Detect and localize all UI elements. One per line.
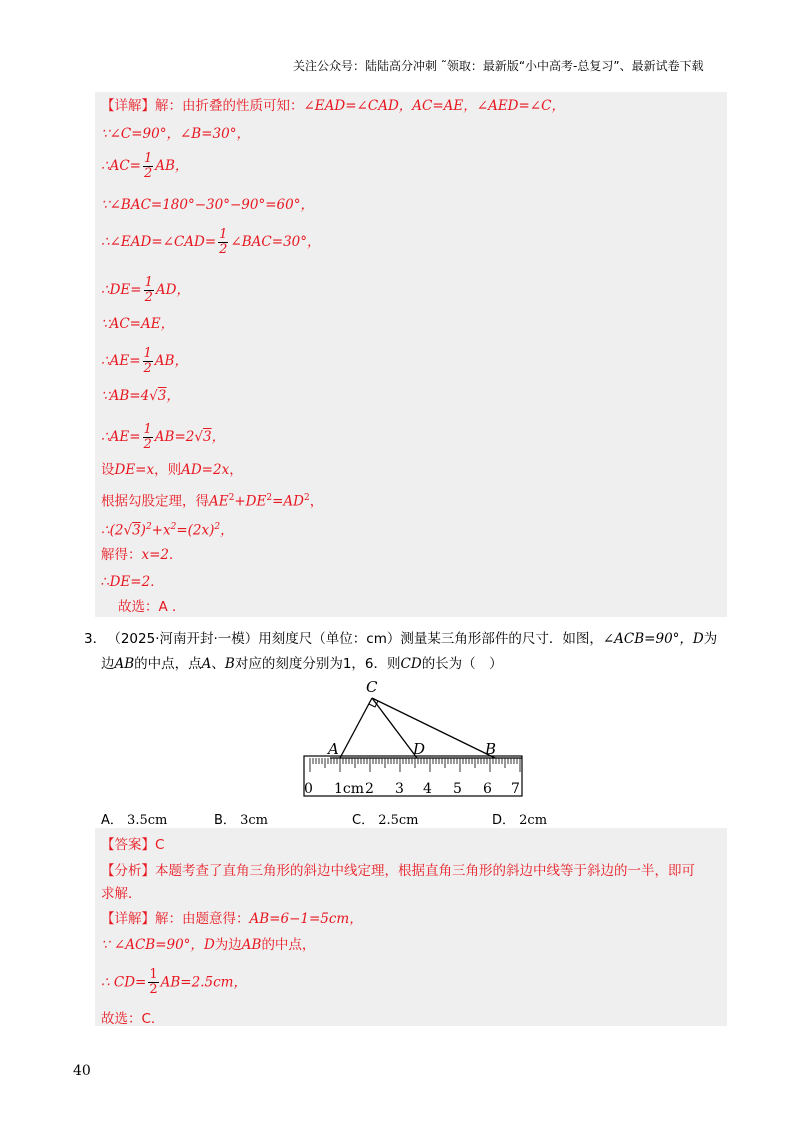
final-choice: 故选：C． xyxy=(101,1011,165,1027)
fraction-half: $\frac{1}{2}$ xyxy=(219,227,228,257)
ruler-number: 6 xyxy=(483,781,492,797)
option-d: D． 2cm xyxy=(492,813,548,828)
fraction-half: $\frac{1}{2}$ xyxy=(143,151,153,181)
equation-line: ∴∠EAD=∠CAD= $\frac{1}{2}$ ∠BAC=30°， xyxy=(101,227,321,257)
final-choice: 故选：A ． xyxy=(118,599,186,615)
ruler-number: 1cm xyxy=(334,781,365,797)
equation: ∠EAD=∠CAD，AC=AE，∠AED=∠C， xyxy=(303,98,565,114)
detail-tag: 【详解】 xyxy=(101,98,155,114)
segment-CB xyxy=(372,698,495,758)
ruler-number: 0 xyxy=(304,781,313,797)
question-line-2: 边AB的中点，点A、B对应的刻度分别为1，6．则CD的长为（ ） xyxy=(101,656,503,672)
ruler-number: 5 xyxy=(453,781,462,797)
detail-line-1: 【详解】解：由题意得：AB=6−1=5cm， xyxy=(101,911,363,927)
equation-line: ∴DE= $\frac{1}{2}$ AD， xyxy=(101,275,190,305)
ruler-number: 7 xyxy=(511,781,520,797)
fraction-half: $\frac{1}{2}$ xyxy=(144,275,153,305)
equation-line: ∵∠C=90°，∠B=30°， xyxy=(101,126,250,142)
answer-line: 【答案】C xyxy=(101,837,165,853)
vertex-label-D: D xyxy=(413,740,426,758)
equation-line: ∵AB=4√3， xyxy=(101,388,180,404)
equation-line: 设DE=x，则AD=2x， xyxy=(101,462,243,478)
ruler-number: 3 xyxy=(395,781,404,797)
fraction-half: $\frac{1}{2}$ xyxy=(149,967,158,997)
analysis-line-2: 求解． xyxy=(101,886,142,902)
detail-line-3: ∴ CD= $\frac{1}{2}$ AB=2.5cm， xyxy=(101,967,247,997)
page-number: 40 xyxy=(73,1063,91,1079)
equation-line: 根据勾股定理，得$AE^2+DE^2=AD^2$， xyxy=(101,493,324,510)
equation-line: 解得：x=2． xyxy=(101,547,183,563)
triangle-ruler-figure xyxy=(300,676,530,800)
detail-line-2: ∵ ∠ACB=90°，D为边AB的中点， xyxy=(101,937,316,953)
equation-line: ∴AE= $\frac{1}{2}$ AB=2√3， xyxy=(101,422,226,452)
ruler-ticks xyxy=(310,758,520,772)
ruler-number: 4 xyxy=(423,781,432,797)
equation-line: ∴AC= $\frac{1}{2}$ AB， xyxy=(101,151,189,181)
vertex-label-C: C xyxy=(366,678,378,696)
sqrt-sign: √ xyxy=(149,388,158,404)
analysis-line-1: 【分析】本题考查了直角三角形的斜边中线定理，根据直角三角形的斜边中线等于斜边的一半，即可 xyxy=(101,863,695,879)
option-a: A． 3.5cm xyxy=(101,813,168,828)
equation-line: ∴DE=2． xyxy=(101,574,164,590)
fraction-half: $\frac{1}{2}$ xyxy=(143,422,152,452)
solution-intro-line xyxy=(101,97,565,115)
option-b: B． 3cm xyxy=(214,813,268,828)
segment-CA xyxy=(340,698,372,758)
question-number: 3． xyxy=(84,631,107,647)
detail-intro: 解：由折叠的性质可知： xyxy=(155,98,304,114)
vertex-label-A: A xyxy=(328,740,339,758)
equation-line: ∵∠BAC=180°−30°−90°=60°， xyxy=(101,197,314,213)
page-header: 关注公众号：陆陆高分冲刺 ˜领取：最新版“小中高考-总复习”、最新试卷下载 xyxy=(293,59,704,73)
equation-line: ∵AC=AE， xyxy=(101,316,175,332)
fraction-half: $\frac{1}{2}$ xyxy=(143,346,152,376)
equation-line: $\therefore(2√3)^2+x^2=(2x)^2$， xyxy=(101,522,234,539)
segment-CD xyxy=(372,698,417,758)
option-c: C． 2.5cm xyxy=(352,813,419,828)
equation-line: ∴AE= $\frac{1}{2}$ AB， xyxy=(101,346,188,376)
sqrt-sign: √ xyxy=(194,429,203,445)
question-line-1: 3． （2025·河南开封·一模）用刻度尺（单位：cm）测量某三角形部件的尺寸．如图，∠ACB=90°，D为 xyxy=(84,631,718,647)
vertex-label-B: B xyxy=(485,740,497,758)
sqrt-sign: √ xyxy=(123,522,133,539)
ruler-number: 2 xyxy=(365,781,374,797)
